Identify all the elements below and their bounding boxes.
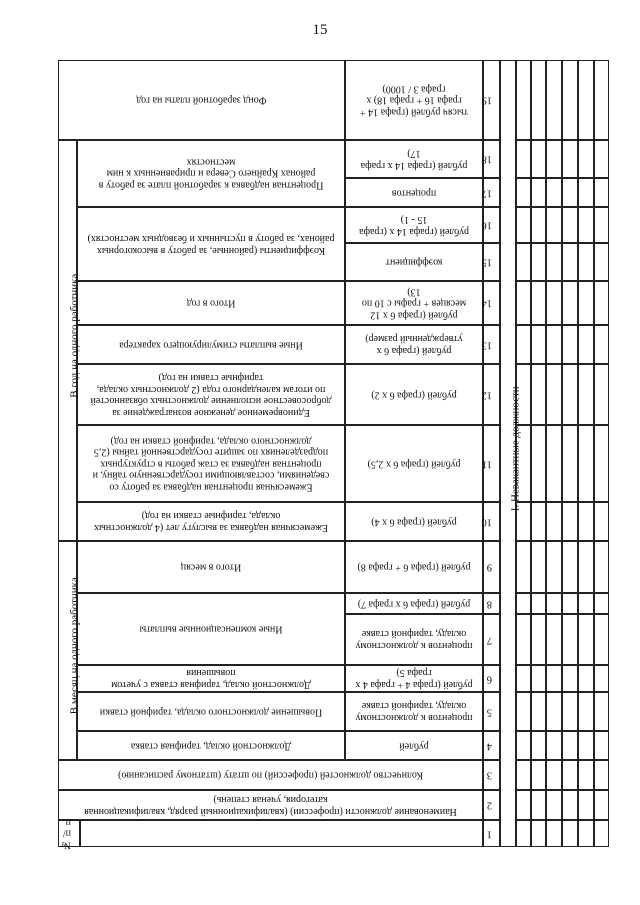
h-col17-unit bbox=[345, 178, 483, 207]
h-col4-unit-text: рублей bbox=[399, 740, 429, 752]
data-cell bbox=[546, 325, 562, 364]
data-cell bbox=[531, 178, 546, 207]
h-col1-text: № п/п bbox=[61, 816, 71, 851]
col-number-10 bbox=[483, 502, 500, 541]
col-number-12 bbox=[483, 364, 500, 425]
h-col9 bbox=[77, 541, 345, 593]
col-number-4-text: 4 bbox=[486, 740, 492, 752]
group-year-label-text: В год на одного работника bbox=[68, 273, 81, 398]
h-col6-unit-text: рублей (графа 4 + графа 4 x графа 5) bbox=[355, 667, 473, 690]
h-col8-unit-text: рублей (графа 6 x графа 7) bbox=[357, 598, 471, 610]
data-cell bbox=[594, 325, 609, 364]
data-cell bbox=[594, 665, 609, 692]
data-cell bbox=[578, 731, 594, 760]
data-cell bbox=[578, 820, 594, 847]
col-number-13-text: 13 bbox=[481, 339, 492, 351]
h-col12 bbox=[77, 364, 345, 425]
h-col14-unit-text: рублей (графа 6 x 12 месяцев + графы с 10 по 13) bbox=[361, 286, 467, 321]
data-cell bbox=[562, 140, 578, 178]
col-number-14-text: 14 bbox=[481, 297, 492, 309]
h-col10 bbox=[77, 502, 345, 541]
col-number-15 bbox=[483, 243, 500, 281]
data-cell bbox=[594, 207, 609, 243]
section-title bbox=[500, 60, 521, 847]
col-number-16 bbox=[483, 207, 500, 243]
h-col6-unit bbox=[345, 665, 483, 692]
h-col17-unit-text: процентов bbox=[391, 187, 437, 199]
col-number-18 bbox=[483, 140, 500, 178]
data-cell bbox=[594, 593, 609, 614]
data-cell bbox=[531, 243, 546, 281]
data-cell bbox=[594, 541, 609, 593]
data-cell bbox=[562, 665, 578, 692]
h-col13 bbox=[77, 325, 345, 364]
data-cell bbox=[562, 60, 578, 140]
data-cell bbox=[594, 140, 609, 178]
h-col19-unit-text: тысяч рублей (графа 14 + графа 16 + графа 18) x графа 3 / 1000) bbox=[360, 83, 468, 118]
h-col4 bbox=[77, 731, 345, 760]
col-number-14 bbox=[483, 281, 500, 325]
data-cell bbox=[516, 281, 531, 325]
section-title-text: I. Невакантные должности bbox=[509, 385, 521, 511]
col-number-5 bbox=[483, 692, 500, 731]
data-cell bbox=[578, 502, 594, 541]
data-cell bbox=[546, 820, 562, 847]
data-cell bbox=[578, 140, 594, 178]
h-col10-unit-text: рублей (графа 6 x 4) bbox=[371, 516, 457, 528]
data-cell bbox=[578, 614, 594, 665]
h-col7-8-text: Иные компенсационные выплаты bbox=[139, 623, 283, 635]
col-number-18-text: 18 bbox=[481, 153, 492, 165]
data-cell bbox=[594, 790, 609, 820]
data-cell bbox=[594, 731, 609, 760]
data-cell bbox=[516, 178, 531, 207]
h-col15-unit-text: коэффициент bbox=[385, 256, 443, 268]
data-cell bbox=[516, 760, 531, 790]
col-number-17-text: 17 bbox=[481, 187, 492, 199]
data-cell bbox=[562, 281, 578, 325]
h-col16-unit bbox=[345, 207, 483, 243]
page-number: 15 bbox=[312, 22, 328, 38]
h-col4-unit bbox=[345, 731, 483, 760]
col-number-9 bbox=[483, 541, 500, 593]
h-col1-spacer bbox=[80, 820, 483, 847]
h-col15-unit bbox=[345, 243, 483, 281]
data-cell bbox=[594, 60, 609, 140]
h-col12-unit bbox=[345, 364, 483, 425]
h-col13-unit bbox=[345, 325, 483, 364]
col-number-16-text: 16 bbox=[481, 219, 492, 231]
data-cell bbox=[562, 325, 578, 364]
data-cell bbox=[546, 243, 562, 281]
h-col14 bbox=[77, 281, 345, 325]
data-cell bbox=[531, 425, 546, 502]
data-cell bbox=[531, 665, 546, 692]
data-cell bbox=[516, 425, 531, 502]
col-number-1-text: 1 bbox=[486, 828, 492, 840]
h-col15-16 bbox=[77, 207, 345, 281]
data-cell bbox=[531, 760, 546, 790]
col-number-15-text: 15 bbox=[481, 256, 492, 268]
data-cell bbox=[516, 541, 531, 593]
data-cell bbox=[516, 502, 531, 541]
col-number-13 bbox=[483, 325, 500, 364]
data-cell bbox=[546, 207, 562, 243]
data-cell bbox=[531, 593, 546, 614]
col-number-7 bbox=[483, 614, 500, 665]
h-col17-18 bbox=[77, 140, 345, 207]
col-number-17 bbox=[483, 178, 500, 207]
data-cell bbox=[516, 692, 531, 731]
data-cell bbox=[516, 325, 531, 364]
col-number-9-text: 9 bbox=[486, 561, 492, 573]
h-col2 bbox=[58, 790, 483, 820]
col-number-2 bbox=[483, 790, 500, 820]
data-cell bbox=[562, 731, 578, 760]
data-cell bbox=[578, 425, 594, 502]
data-cell bbox=[578, 541, 594, 593]
data-cell bbox=[562, 614, 578, 665]
col-number-6 bbox=[483, 665, 500, 692]
data-cell bbox=[531, 207, 546, 243]
data-cell bbox=[578, 760, 594, 790]
data-cell bbox=[594, 692, 609, 731]
h-col13-text: Иные выплаты стимулирующего характера bbox=[119, 339, 303, 351]
data-cell bbox=[562, 692, 578, 731]
h-col5 bbox=[77, 692, 345, 731]
data-cell bbox=[594, 364, 609, 425]
h-col3 bbox=[58, 760, 483, 790]
data-cell bbox=[578, 364, 594, 425]
data-cell bbox=[594, 502, 609, 541]
col-number-12-text: 12 bbox=[481, 389, 492, 401]
col-number-19-text: 19 bbox=[481, 94, 492, 106]
data-cell bbox=[578, 665, 594, 692]
h-col11-unit-text: рублей (графа 6 x 2,5) bbox=[367, 458, 461, 470]
col-number-3-text: 3 bbox=[486, 769, 492, 781]
h-col9-unit-text: рублей (графа 6 + графа 8) bbox=[357, 561, 471, 573]
data-cell bbox=[562, 502, 578, 541]
col-number-7-text: 7 bbox=[486, 634, 492, 646]
data-cell bbox=[546, 425, 562, 502]
data-cell bbox=[562, 243, 578, 281]
data-cell bbox=[546, 60, 562, 140]
data-cell bbox=[516, 243, 531, 281]
data-cell bbox=[562, 425, 578, 502]
data-cell bbox=[578, 178, 594, 207]
h-col6-text: Должностной оклад, тарифная ставка с учетом повышения bbox=[111, 667, 311, 690]
data-cell bbox=[516, 614, 531, 665]
h-col13-unit-text: рублей (графа 6 x утвержденный размер) bbox=[365, 333, 463, 356]
data-cell bbox=[594, 614, 609, 665]
data-cell bbox=[546, 178, 562, 207]
data-cell bbox=[562, 593, 578, 614]
data-cell bbox=[531, 364, 546, 425]
h-col19-text: Фонд заработной платы на год bbox=[136, 94, 267, 106]
col-number-8-text: 8 bbox=[486, 598, 492, 610]
data-cell bbox=[546, 692, 562, 731]
h-col11-text: Ежемесячная процентная надбавка за работу со сведениями, составляющими государственную тайну, и процентная надбавка за стаж работы в структурных подразделениях по защите государственной тайны (2,5 должностного оклада, тарифной ставки на год) bbox=[92, 435, 330, 493]
h-col12-unit-text: рублей (графа 6 x 2) bbox=[371, 389, 457, 401]
data-cell bbox=[578, 692, 594, 731]
h-col10-unit bbox=[345, 502, 483, 541]
data-cell bbox=[594, 281, 609, 325]
h-col18-unit bbox=[345, 140, 483, 178]
data-cell bbox=[531, 140, 546, 178]
col-number-5-text: 5 bbox=[486, 706, 492, 718]
col-number-3 bbox=[483, 760, 500, 790]
data-cell bbox=[516, 731, 531, 760]
data-cell bbox=[531, 502, 546, 541]
data-cell bbox=[562, 790, 578, 820]
data-cell bbox=[531, 731, 546, 760]
data-cell bbox=[531, 614, 546, 665]
h-col9-text: Итого в месяц bbox=[180, 561, 242, 573]
h-col8-unit bbox=[345, 593, 483, 614]
group-month-label-text: В месяц на одного работника bbox=[68, 576, 81, 714]
data-cell bbox=[578, 325, 594, 364]
data-cell bbox=[578, 593, 594, 614]
data-cell bbox=[546, 281, 562, 325]
data-cell bbox=[562, 820, 578, 847]
data-cell bbox=[594, 178, 609, 207]
col-number-2-text: 2 bbox=[486, 799, 492, 811]
data-cell bbox=[531, 325, 546, 364]
data-cell bbox=[546, 593, 562, 614]
h-col15-16-text: Коэффициенты (районные, за работу в высокогорных районах, за работу в пустынных и безводных местностях) bbox=[87, 233, 335, 256]
data-cell bbox=[578, 281, 594, 325]
data-cell bbox=[546, 790, 562, 820]
h-col17-18-text: Процентная надбавка к заработной плате за работу в районах Крайнего Севера и приравненных к ним местностях bbox=[98, 156, 324, 191]
h-col16-unit-text: рублей (графа 14 x (графа 15 - 1) bbox=[359, 214, 469, 237]
data-cell bbox=[546, 614, 562, 665]
h-col5-text: Повышение должностного оклада, тарифной ставки bbox=[99, 706, 323, 718]
h-col6 bbox=[77, 665, 345, 692]
data-cell bbox=[546, 364, 562, 425]
h-col4-text: Должностной оклад, тарифная ставка bbox=[130, 740, 292, 752]
h-col18-unit-text: рублей (графа 14 x графа 17) bbox=[360, 148, 468, 171]
data-cell bbox=[516, 665, 531, 692]
h-col14-unit bbox=[345, 281, 483, 325]
data-cell bbox=[546, 502, 562, 541]
col-number-4 bbox=[483, 731, 500, 760]
h-col11-unit bbox=[345, 425, 483, 502]
h-col7-8 bbox=[77, 593, 345, 665]
data-cell bbox=[546, 760, 562, 790]
data-cell bbox=[546, 731, 562, 760]
col-number-11-text: 11 bbox=[481, 458, 492, 470]
h-col10-text: Ежемесячная надбавка за выслугу лет (4 должностных оклада, тарифные ставки на год) bbox=[94, 510, 328, 533]
col-number-19 bbox=[483, 60, 500, 140]
h-col1 bbox=[58, 816, 80, 851]
data-cell bbox=[531, 692, 546, 731]
col-number-1 bbox=[483, 820, 500, 847]
data-cell bbox=[562, 541, 578, 593]
data-cell bbox=[594, 425, 609, 502]
data-cell bbox=[516, 60, 531, 140]
h-col9-unit bbox=[345, 541, 483, 593]
data-cell bbox=[578, 790, 594, 820]
h-col5-unit bbox=[345, 692, 483, 731]
data-cell bbox=[516, 820, 531, 847]
data-cell bbox=[562, 760, 578, 790]
col-number-8 bbox=[483, 593, 500, 614]
data-cell bbox=[516, 790, 531, 820]
data-cell bbox=[531, 60, 546, 140]
data-cell bbox=[546, 541, 562, 593]
h-col19 bbox=[58, 60, 345, 140]
h-col3-text: Количество должностей (профессий) по штату (штатному расписанию) bbox=[118, 769, 423, 781]
group-month-label bbox=[58, 541, 81, 760]
col-number-11 bbox=[483, 425, 500, 502]
data-cell bbox=[531, 790, 546, 820]
data-cell bbox=[546, 665, 562, 692]
data-cell bbox=[594, 760, 609, 790]
h-col5-unit-text: процентов к должностному окладу, тарифной ставке bbox=[355, 700, 473, 723]
data-cell bbox=[516, 207, 531, 243]
data-cell bbox=[562, 178, 578, 207]
data-cell bbox=[562, 364, 578, 425]
h-col7-unit-text: процентов к должностному окладу, тарифной ставке bbox=[355, 628, 473, 651]
data-cell bbox=[531, 541, 546, 593]
data-cell bbox=[531, 281, 546, 325]
h-col19-unit bbox=[345, 60, 483, 140]
h-col14-text: Итого в год bbox=[186, 297, 236, 309]
h-col12-text: Единовременное денежное вознаграждение за добросовестное исполнение должностных обязанностей по итогам календарного года (2 должностных оклада, тарифные ставки на год) bbox=[90, 372, 332, 418]
data-cell bbox=[578, 243, 594, 281]
data-cell bbox=[594, 243, 609, 281]
data-cell bbox=[516, 593, 531, 614]
h-col7-unit bbox=[345, 614, 483, 665]
data-cell bbox=[546, 140, 562, 178]
data-cell bbox=[578, 60, 594, 140]
col-number-10-text: 10 bbox=[481, 516, 492, 528]
data-cell bbox=[594, 820, 609, 847]
data-cell bbox=[516, 364, 531, 425]
h-col2-text: Наименование должности (профессии) (квалификационный разряд, квалификационная категория, ученая степень) bbox=[84, 794, 457, 817]
data-cell bbox=[578, 207, 594, 243]
data-cell bbox=[531, 820, 546, 847]
h-col11 bbox=[77, 425, 345, 502]
data-cell bbox=[516, 140, 531, 178]
data-cell bbox=[562, 207, 578, 243]
col-number-6-text: 6 bbox=[486, 673, 492, 685]
group-year-label bbox=[58, 140, 81, 541]
